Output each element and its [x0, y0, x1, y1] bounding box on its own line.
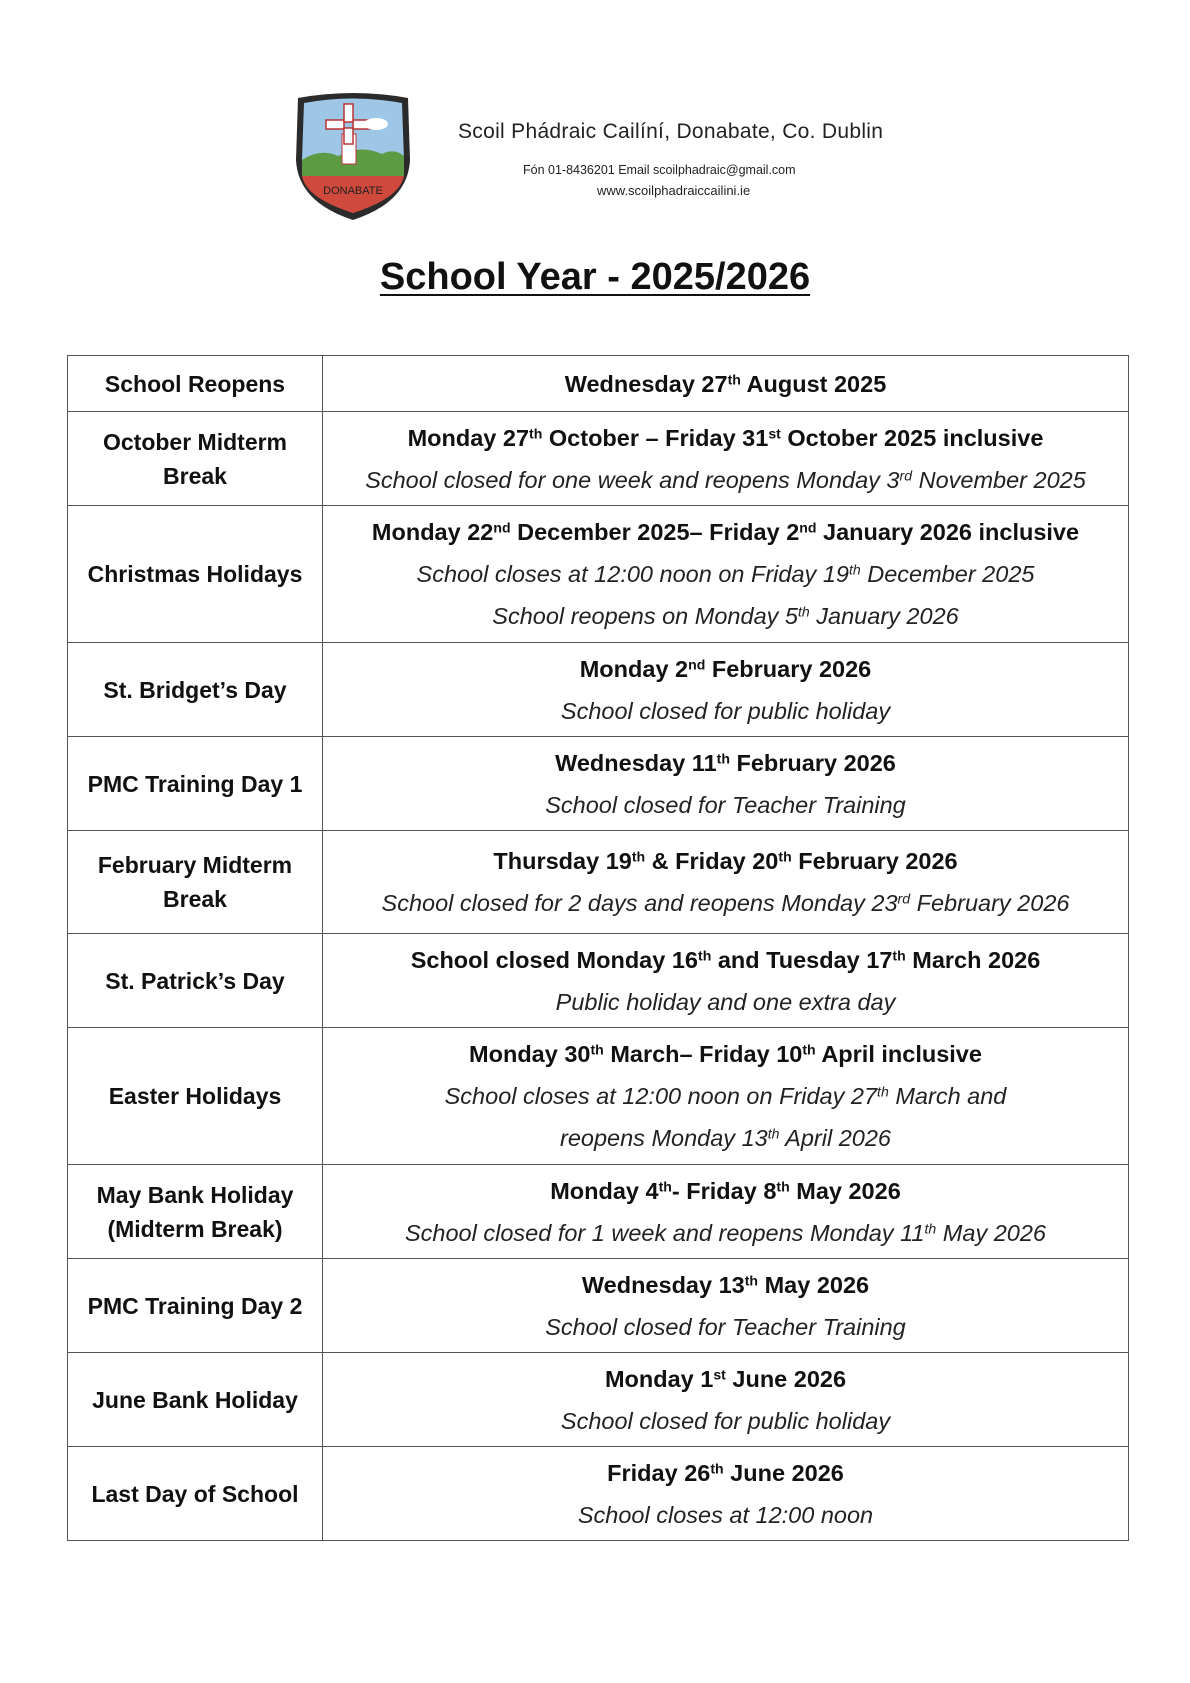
ordinal-suffix: th	[727, 370, 741, 387]
event-label: February Midterm Break	[68, 831, 323, 934]
calendar-row	[68, 506, 1129, 643]
ordinal-suffix: th	[698, 946, 712, 963]
event-details	[323, 643, 1129, 737]
page-title: School Year - 2025/2026	[379, 256, 811, 298]
event-date: School closed Monday 16th and Tuesday 17th March 2026	[410, 946, 1041, 973]
ordinal-suffix: nd	[688, 655, 706, 672]
event-label: Christmas Holidays	[68, 506, 323, 643]
ordinal-suffix: nd	[493, 519, 511, 536]
ordinal-suffix: th	[744, 1271, 759, 1288]
event-date: Monday 1st June 2026	[604, 1365, 847, 1392]
ordinal-suffix: th	[877, 1083, 889, 1100]
calendar-row	[68, 831, 1129, 934]
event-details	[323, 412, 1129, 506]
ordinal-suffix: st	[768, 424, 781, 441]
event-date: Monday 22nd December 2025– Friday 2nd January 2026 inclusive	[371, 519, 1080, 545]
event-note: School closed for public holiday	[560, 697, 891, 724]
ordinal-suffix: th	[776, 1177, 790, 1194]
ordinal-suffix: rd	[897, 890, 911, 907]
event-details	[323, 1028, 1129, 1165]
calendar-row	[68, 643, 1129, 737]
event-note: School closed for 1 week and reopens Monday 11th May 2026	[404, 1219, 1046, 1246]
event-date: Monday 2nd February 2026	[579, 655, 872, 682]
calendar-row	[68, 1028, 1129, 1165]
event-label: Easter Holidays	[68, 1028, 323, 1165]
ordinal-suffix: th	[848, 561, 861, 578]
school-contact: Fón 01-8436201 Email scoilphadraic@gmail.com	[523, 163, 796, 177]
event-label: Last Day of School	[68, 1447, 323, 1541]
event-details	[323, 1447, 1129, 1541]
svg-text:DONABATE: DONABATE	[323, 185, 383, 197]
event-details	[323, 356, 1129, 412]
ordinal-suffix: nd	[799, 519, 817, 536]
ordinal-suffix: th	[529, 424, 543, 441]
event-note: School closed for Teacher Training	[545, 791, 906, 818]
event-date: Monday 4th- Friday 8th May 2026	[550, 1177, 901, 1204]
event-details	[323, 831, 1129, 934]
ordinal-suffix: th	[716, 749, 730, 766]
event-details	[323, 934, 1129, 1028]
event-label: June Bank Holiday	[68, 1353, 323, 1447]
event-note: School closed for 2 days and reopens Monday 23rd February 2026	[381, 890, 1070, 916]
ordinal-suffix: th	[778, 848, 792, 865]
event-date: Friday 26th June 2026	[607, 1459, 844, 1486]
event-date: Wednesday 13th May 2026	[581, 1271, 870, 1298]
event-label: May Bank Holiday (Midterm Break)	[68, 1165, 323, 1259]
calendar-row	[68, 1447, 1129, 1541]
ordinal-suffix: th	[631, 848, 646, 865]
event-label: PMC Training Day 2	[68, 1259, 323, 1353]
ordinal-suffix: th	[798, 603, 810, 620]
ordinal-suffix: th	[710, 1459, 724, 1476]
ordinal-suffix: st	[713, 1365, 726, 1382]
event-note: School closed for one week and reopens Monday 3rd November 2025	[365, 466, 1086, 493]
ordinal-suffix: th	[924, 1219, 937, 1236]
event-note: School reopens on Monday 5th January 2026	[492, 603, 959, 629]
event-label: St. Patrick’s Day	[68, 934, 323, 1028]
event-note: School closed for Teacher Training	[545, 1313, 906, 1340]
event-date: Wednesday 11th February 2026	[555, 749, 896, 776]
ordinal-suffix: th	[767, 1125, 780, 1142]
event-label: School Reopens	[68, 356, 323, 412]
calendar-row	[68, 1165, 1129, 1259]
calendar-row	[68, 737, 1129, 831]
event-note: School closes at 12:00 noon on Friday 19th December 2025	[416, 561, 1035, 587]
event-note: reopens Monday 13th April 2026	[560, 1125, 891, 1151]
ordinal-suffix: th	[590, 1041, 604, 1058]
event-label: St. Bridget’s Day	[68, 643, 323, 737]
school-crest-logo	[290, 90, 416, 224]
event-date: Monday 30th March– Friday 10th April inclusive	[469, 1041, 982, 1067]
event-note: School closes at 12:00 noon	[577, 1501, 874, 1528]
event-label: October Midterm Break	[68, 412, 323, 506]
ordinal-suffix: rd	[899, 466, 913, 483]
school-website: www.scoilphadraiccailini.ie	[597, 183, 751, 198]
event-note: Public holiday and one extra day	[555, 988, 896, 1015]
event-details	[323, 1165, 1129, 1259]
ordinal-suffix: th	[802, 1041, 816, 1058]
event-date: Wednesday 27th August 2025	[564, 370, 887, 397]
event-details	[323, 1353, 1129, 1447]
event-label: PMC Training Day 1	[68, 737, 323, 831]
ordinal-suffix: th	[892, 946, 906, 963]
event-details	[323, 737, 1129, 831]
school-calendar-table	[67, 355, 1129, 1541]
calendar-row	[68, 1353, 1129, 1447]
calendar-row	[68, 1259, 1129, 1353]
school-name: Scoil Phádraic Cailíní, Donabate, Co. Dublin	[458, 120, 884, 143]
event-date: Monday 27th October – Friday 31st October 2025 inclusive	[407, 424, 1044, 451]
event-details	[323, 506, 1129, 643]
event-note: School closes at 12:00 noon on Friday 27th March and	[444, 1083, 1007, 1109]
event-date: Thursday 19th & Friday 20th February 2026	[493, 848, 958, 874]
ordinal-suffix: th	[658, 1177, 672, 1194]
event-note: School closed for public holiday	[560, 1407, 891, 1434]
letterhead	[290, 90, 930, 225]
calendar-row	[68, 412, 1129, 506]
calendar-row	[68, 356, 1129, 412]
calendar-row	[68, 934, 1129, 1028]
event-details	[323, 1259, 1129, 1353]
